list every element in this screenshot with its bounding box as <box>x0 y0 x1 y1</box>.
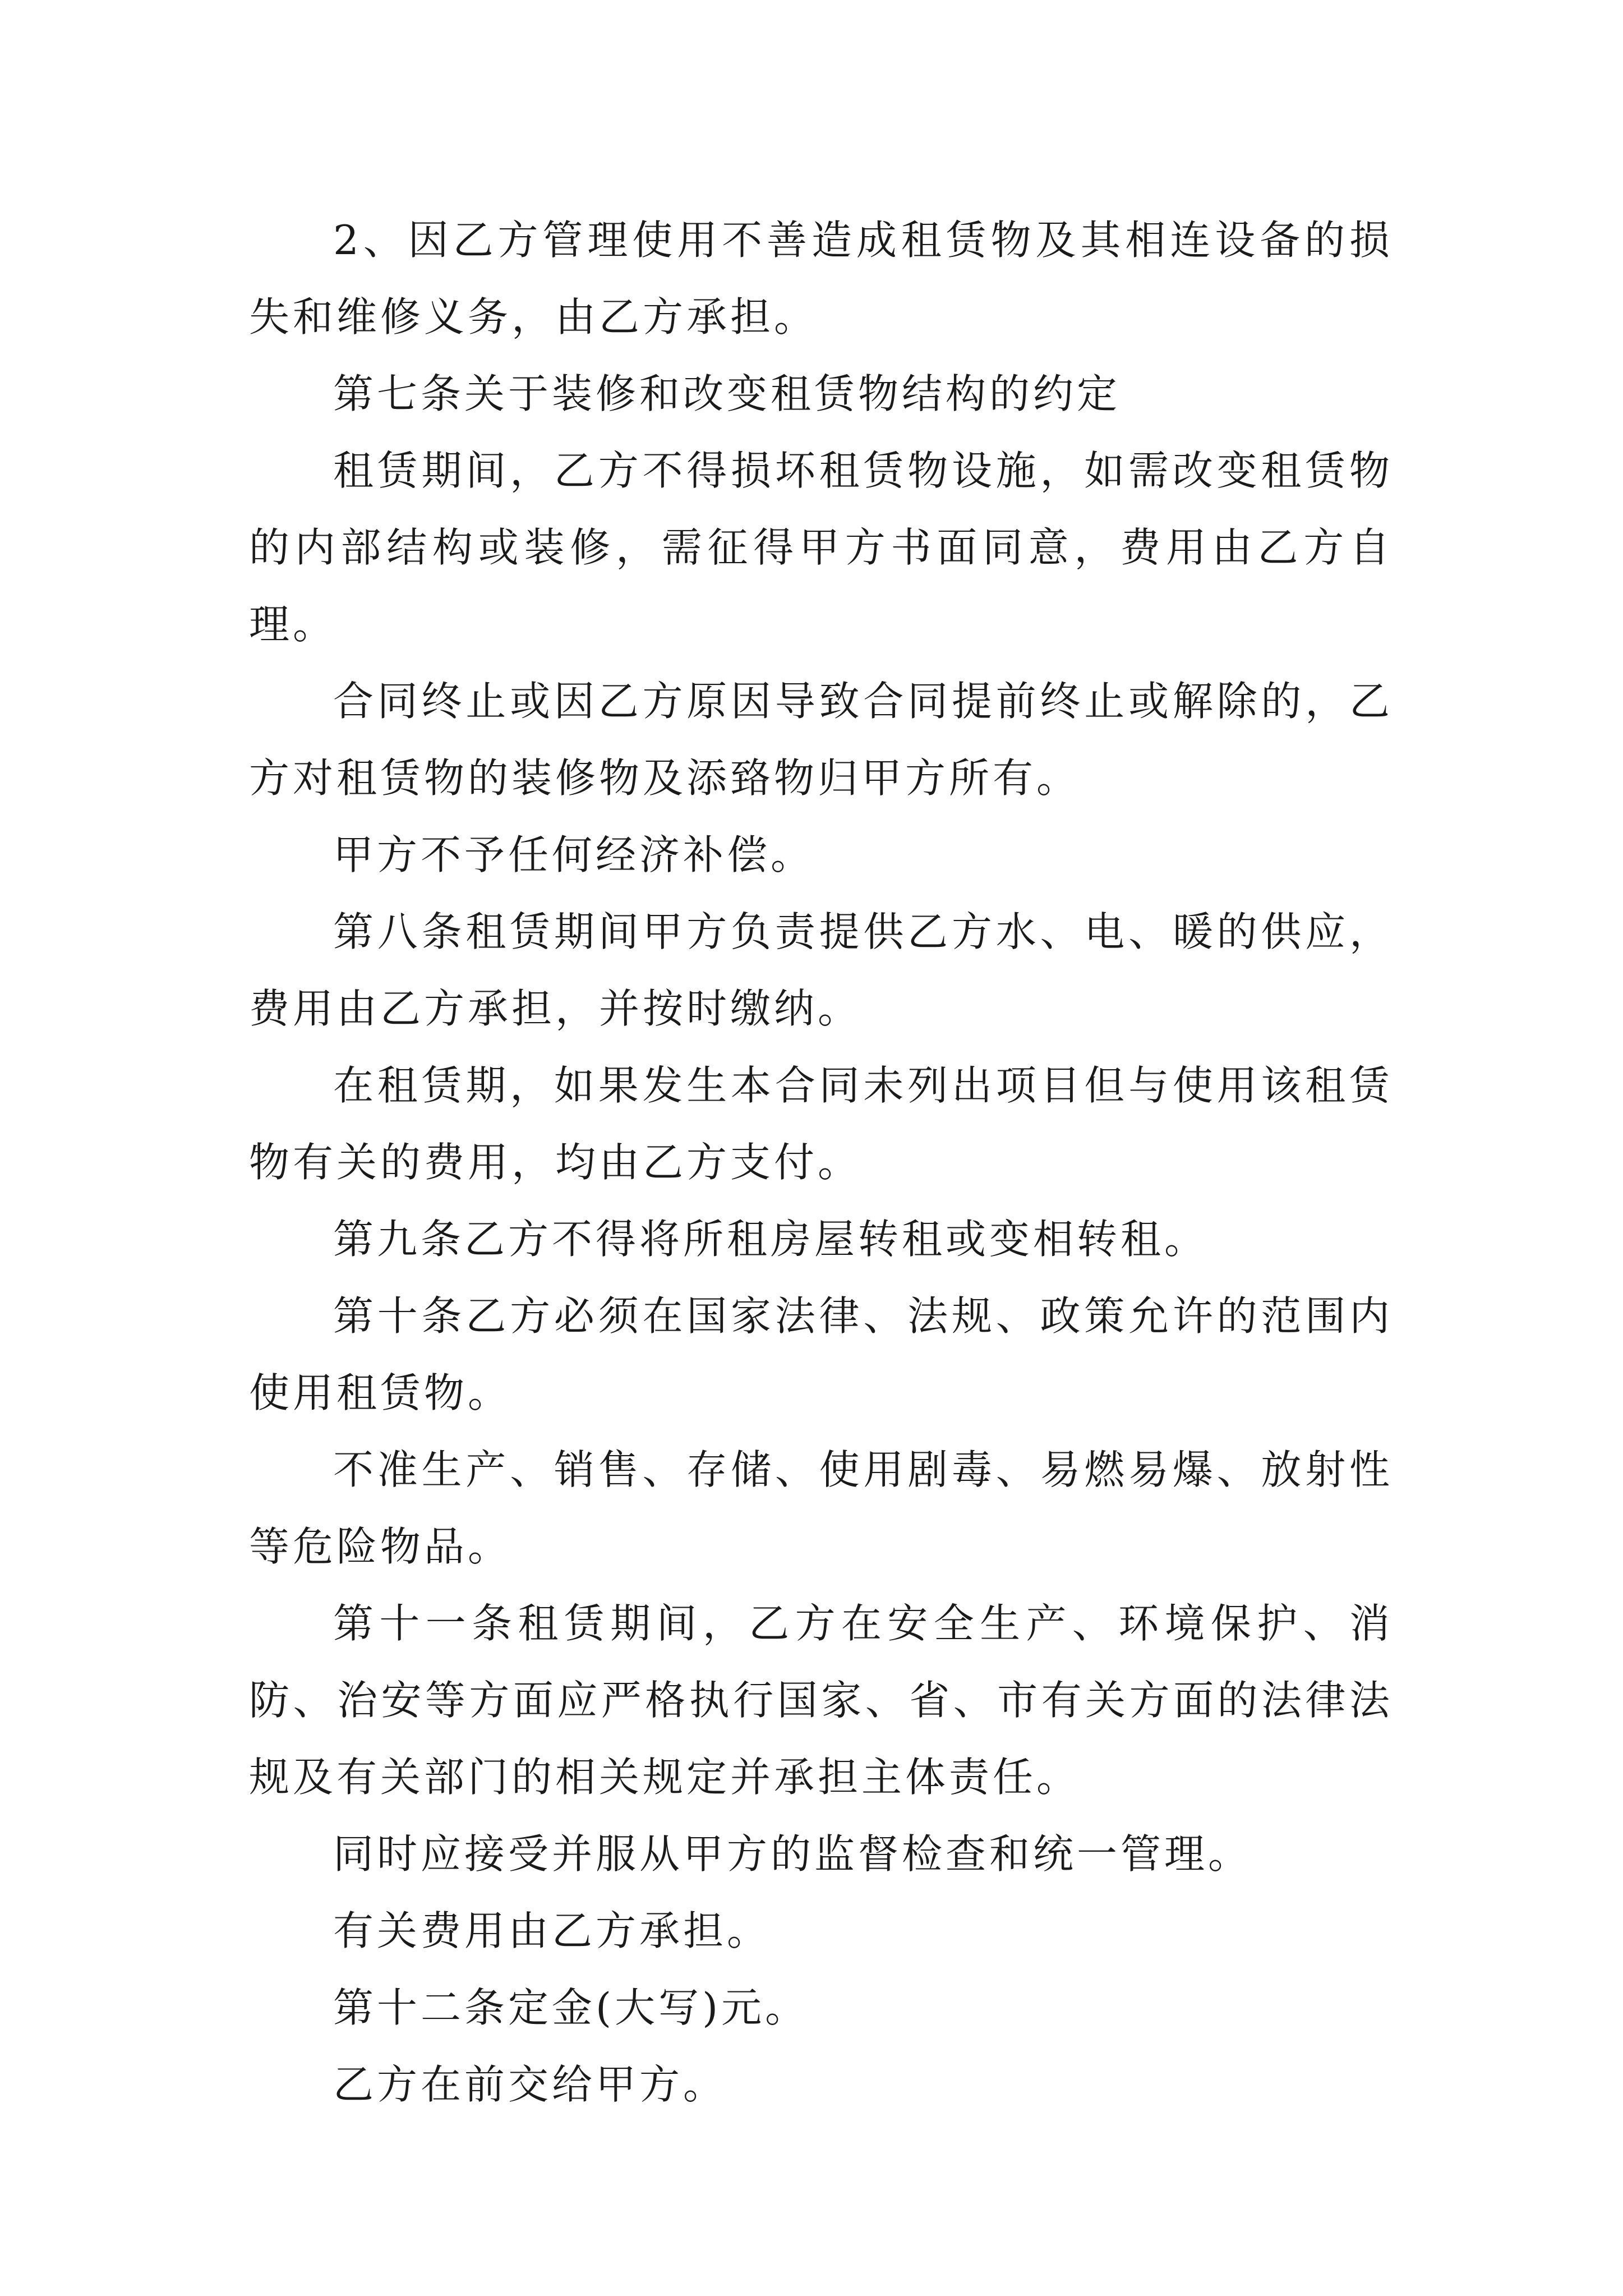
paragraph-10: 不准生产、销售、存储、使用剧毒、易燃易爆、放射性等危险物品。 <box>249 1446 1393 1570</box>
paragraph-14: 第十二条定金(大写)元。 <box>333 1984 809 2031</box>
paragraph-2: 第七条关于装修和改变租赁物结构的约定 <box>333 370 1121 417</box>
paragraph-3: 租赁期间，乙方不得损坏租赁物设施，如需改变租赁物的内部结构或装修，需征得甲方书面同意，费用由乙方自理。 <box>249 447 1393 648</box>
document-body <box>249 202 1393 2123</box>
paragraph-7: 在租赁期，如果发生本合同未列出项目但与使用该租赁物有关的费用，均由乙方支付。 <box>249 1062 1393 1186</box>
paragraph-5: 甲方不予任何经济补偿。 <box>333 831 815 878</box>
paragraph-12: 同时应接受并服从甲方的监督检查和统一管理。 <box>333 1830 1252 1878</box>
paragraph-1: 2、因乙方管理使用不善造成租赁物及其相连设备的损失和维修义务，由乙方承担。 <box>249 217 1393 341</box>
paragraph-15: 乙方在前交给甲方。 <box>333 2061 727 2108</box>
paragraph-9: 第十条乙方必须在国家法律、法规、政策允许的范围内使用租赁物。 <box>249 1292 1393 1416</box>
paragraph-6: 第八条租赁期间甲方负责提供乙方水、电、暖的供应，费用由乙方承担，并按时缴纳。 <box>249 908 1393 1032</box>
paragraph-4: 合同终止或因乙方原因导致合同提前终止或解除的，乙方对租赁物的装修物及添臵物归甲方所有。 <box>249 678 1393 802</box>
paragraph-8: 第九条乙方不得将所租房屋转租或变相转租。 <box>333 1216 1209 1263</box>
paragraph-11: 第十一条租赁期间，乙方在安全生产、环境保护、消防、治安等方面应严格执行国家、省、市有关方面的法律法规及有关部门的相关规定并承担主体责任。 <box>249 1600 1393 1801</box>
paragraph-13: 有关费用由乙方承担。 <box>333 1907 771 1954</box>
